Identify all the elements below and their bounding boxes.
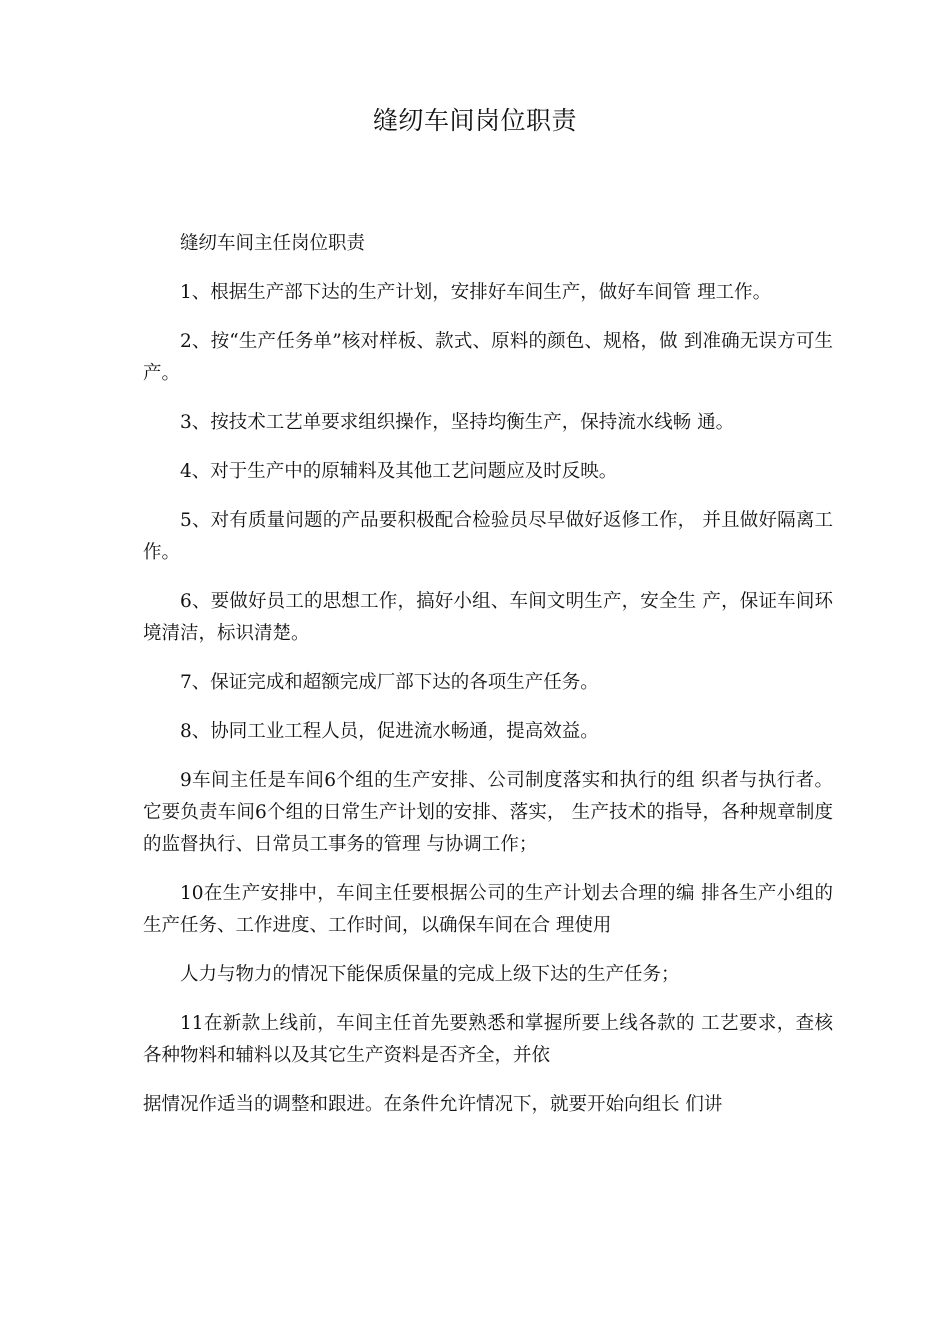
document-body xyxy=(143,228,833,1138)
duty-item-7: 7、保证完成和超额完成厂部下达的各项生产任务。 xyxy=(180,672,599,693)
duty-item-4: 4、对于生产中的原辅料及其他工艺问题应及时反映。 xyxy=(180,461,618,482)
duty-item-10: 10在生产安排中，车间主任要根据公司的生产计划去合理的编 排各生产小组的生产任务、工作进度、工作时间，以确保车间在合 理使用 xyxy=(143,883,833,936)
section-heading: 缝纫车间主任岗位职责 xyxy=(180,233,366,254)
duty-item-6: 6、要做好员工的思想工作，搞好小组、车间文明生产，安全生 产，保证车间环境清洁，标识清楚。 xyxy=(143,591,833,644)
duty-item-3: 3、按技术工艺单要求组织操作，坚持均衡生产，保持流水线畅 通。 xyxy=(180,412,735,433)
duty-item-9: 9车间主任是车间6个组的生产安排、公司制度落实和执行的组 织者与执行者。它要负责车间6个组的日常生产计划的安排、落实， 生产技术的指导，各种规章制度的监督执行、日常员工事务的管理 与协调工作； xyxy=(143,770,833,855)
duty-item-5: 5、对有质量问题的产品要积极配合检验员尽早做好返修工作， 并且做好隔离工作。 xyxy=(143,510,833,563)
document-title: 缝纫车间岗位职责 xyxy=(372,106,577,135)
duty-item-11: 11在新款上线前，车间主任首先要熟悉和掌握所要上线各款的 工艺要求，查核各种物料和辅料以及其它生产资料是否齐全，并依 xyxy=(143,1013,833,1066)
duty-item-11-continued: 据情况作适当的调整和跟进。在条件允许情况下，就要开始向组长 们讲 xyxy=(143,1094,723,1115)
duty-item-2: 2、按“生产任务单”核对样板、款式、原料的颜色、规格，做 到准确无误方可生产。 xyxy=(143,331,833,384)
duty-item-8: 8、协同工业工程人员，促进流水畅通，提高效益。 xyxy=(180,721,599,742)
duty-item-1: 1、根据生产部下达的生产计划，安排好车间生产，做好车间管 理工作。 xyxy=(180,282,772,303)
duty-item-10-continued: 人力与物力的情况下能保质保量的完成上级下达的生产任务； xyxy=(180,964,680,985)
